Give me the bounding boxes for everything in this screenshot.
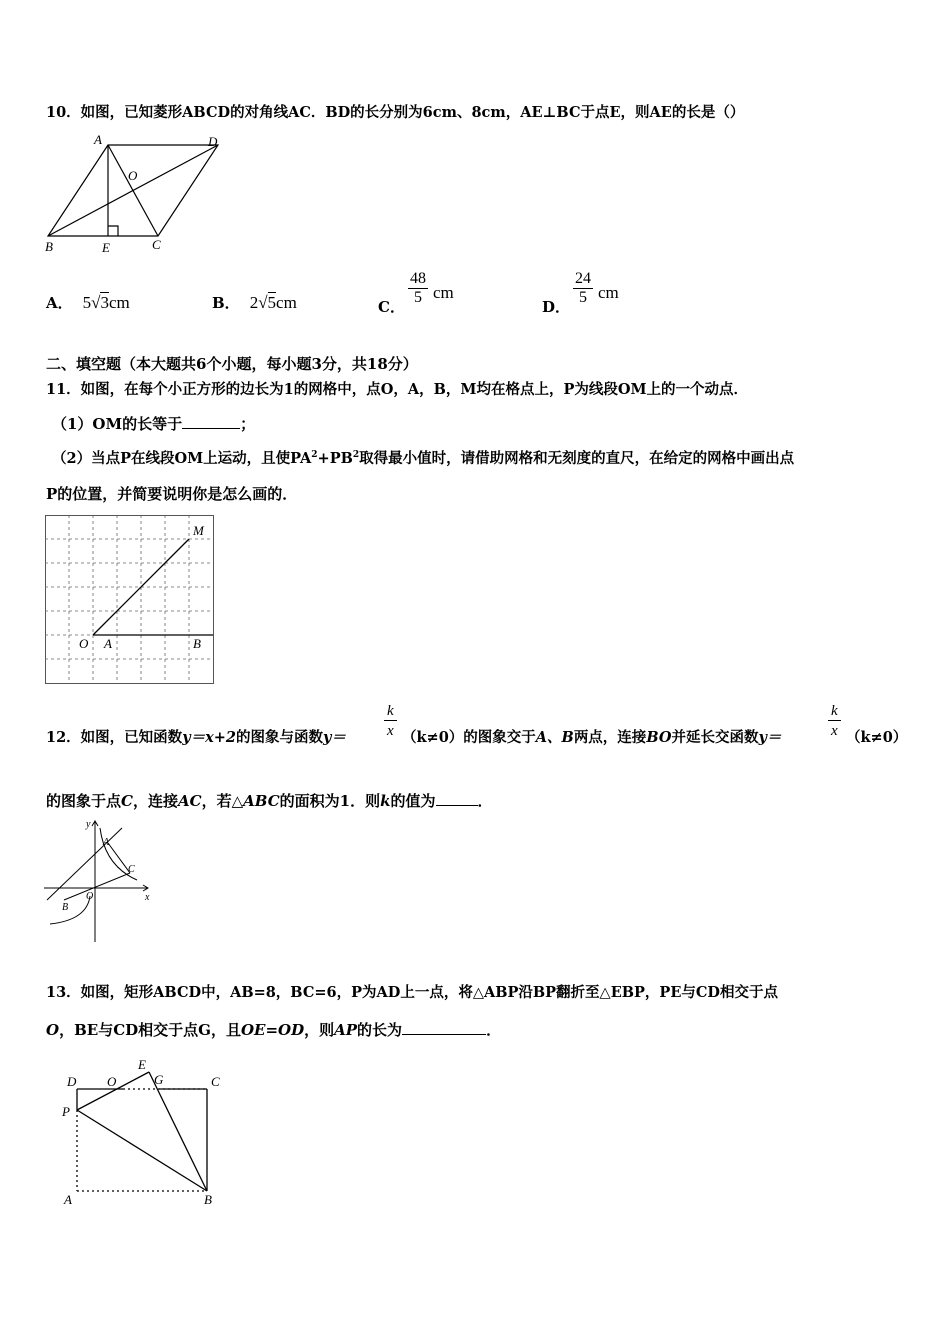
axis-label-y: y <box>86 819 91 830</box>
q11-part2-line2: P的位置，并简要说明你是怎么画的． <box>46 485 298 503</box>
q13-line1: 13．如图，矩形ABCD中，AB=8，BC=6，P为AD上一点，将△ABP沿BP翻折至△EBP，PE与CD相交于点 <box>46 984 778 1001</box>
q10-option-c-unit: cm <box>433 283 454 302</box>
q12-fraction-1: $\frac{k}{x}$ <box>384 703 397 740</box>
q13-line2: O，BE与CD相交于点G，且OE=OD，则AP的长为 ． <box>46 1021 502 1039</box>
q12-graph-figure <box>42 818 157 946</box>
rect-label-d: D <box>67 1074 77 1089</box>
q12-condition-2: （k≠0） <box>846 729 908 746</box>
label-c: C <box>152 237 161 252</box>
label-o: O <box>128 168 138 183</box>
q11-grid-figure <box>45 515 215 685</box>
q12-line1-cont: （k≠0）的图象交于A、B两点，连接BO并延长交函数y＝ <box>402 729 782 746</box>
rect-label-g: G <box>154 1072 164 1087</box>
grid-label-b: B <box>193 636 201 651</box>
q11-stem: 11．如图，在每个小正方形的边长为1的网格中，点O，A，B，M均在格点上，P为线段OM上的一个动点． <box>46 381 749 398</box>
q10-option-c-fraction: $\frac{48}{5}$ <box>410 270 426 306</box>
q10-rhombus-figure <box>40 130 230 255</box>
rect-label-p: P <box>62 1104 70 1119</box>
q13-answer-blank <box>402 1020 486 1035</box>
q10-option-b: B． 2√5cm <box>212 293 297 312</box>
q10-stem: 10．如图，已知菱形ABCD的对角线AC．BD的长分别为6cm、8cm，AE⊥BC于点E，则AE的长是（） <box>46 104 745 121</box>
q10-option-a: A． 5√3cm <box>46 293 130 312</box>
q12-line1: 12．如图，已知函数y＝x+2的图象与函数y＝ <box>46 729 346 746</box>
rect-label-a: A <box>64 1192 72 1207</box>
hyperbola-branch-2 <box>50 896 90 924</box>
graph-label-c: C <box>128 864 135 875</box>
line-y-x-plus-2 <box>47 828 122 900</box>
rect-label-b: B <box>204 1192 212 1207</box>
graph-label-o: O <box>86 891 94 902</box>
label-d: D <box>208 134 218 149</box>
section-2-title: 二、填空题（本大题共6个小题，每小题3分，共18分） <box>46 355 418 373</box>
rect-label-e: E <box>138 1057 146 1072</box>
grid-label-m: M <box>193 523 204 538</box>
graph-label-a: A <box>103 837 110 848</box>
rect-label-c: C <box>211 1074 220 1089</box>
q10-option-d-label: D． <box>542 298 571 316</box>
q10-option-c-label: C． <box>378 298 405 316</box>
q10-option-d-unit: cm <box>598 283 619 302</box>
q11-answer-blank <box>182 414 240 429</box>
label-b: B <box>45 239 53 254</box>
axis-label-x: x <box>145 892 150 903</box>
q11-part2: （2）当点P在线段OM上运动，且使$PA^2+PB^2$取得最小值时，请借助网格和无刻度的直尺，在给定的网格中画出点 <box>52 450 795 467</box>
q12-fraction-2: $\frac{k}{x}$ <box>828 703 841 740</box>
q13-rectangle-figure <box>55 1052 235 1212</box>
q12-answer-blank <box>436 791 478 806</box>
grid-label-a: A <box>104 636 112 651</box>
grid-label-o: O <box>79 636 89 651</box>
right-angle-mark <box>108 226 118 236</box>
q11-part1: （1）OM的长等于 ； <box>52 415 256 433</box>
label-e: E <box>102 240 110 255</box>
rect-label-o: O <box>107 1074 117 1089</box>
diagonal-bd <box>48 145 218 236</box>
label-a: A <box>94 132 102 147</box>
q10-option-d-fraction: $\frac{24}{5}$ <box>575 270 591 306</box>
graph-label-b: B <box>62 902 69 913</box>
q12-line2: 的图象于点C，连接AC，若△ABC的面积为1．则k的值为 ． <box>46 792 493 810</box>
segment-bc <box>64 873 130 900</box>
